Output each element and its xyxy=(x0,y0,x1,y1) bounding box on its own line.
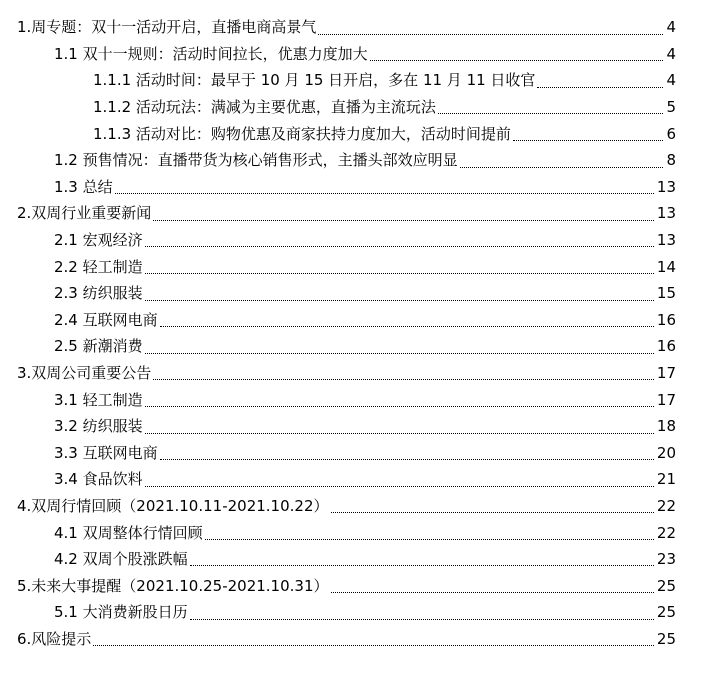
toc-dot-leader xyxy=(537,87,663,88)
toc-entry-page: 22 xyxy=(656,496,676,515)
toc-entry-title: 2.2 轻工制造 xyxy=(54,257,143,276)
toc-entry[interactable] xyxy=(0,253,702,280)
toc-entry-page: 14 xyxy=(656,257,676,276)
toc-entry-page: 4 xyxy=(666,71,676,90)
toc-entry-title: 4.双周行情回顾（2021.10.11-2021.10.22） xyxy=(17,496,329,515)
toc-dot-leader xyxy=(145,486,654,487)
toc-entry[interactable] xyxy=(0,386,702,413)
toc-entry[interactable] xyxy=(0,14,702,41)
toc-dot-leader xyxy=(115,193,654,194)
toc-entry[interactable] xyxy=(0,519,702,546)
toc-entry-title: 3.4 食品饮料 xyxy=(54,470,143,489)
toc-entry-page: 13 xyxy=(656,231,676,250)
toc-entry-title: 4.1 双周整体行情回顾 xyxy=(54,523,203,542)
toc-entry-title: 2.1 宏观经济 xyxy=(54,231,143,250)
toc-dot-leader xyxy=(331,512,654,513)
toc-dot-leader xyxy=(93,645,654,646)
toc-entry-page: 20 xyxy=(656,443,676,462)
table-of-contents xyxy=(0,14,702,652)
toc-dot-leader xyxy=(190,619,654,620)
toc-dot-leader xyxy=(205,539,654,540)
toc-entry-title: 3.2 纺织服装 xyxy=(54,417,143,436)
toc-entry-page: 21 xyxy=(656,470,676,489)
toc-entry-page: 25 xyxy=(656,629,676,648)
toc-entry[interactable] xyxy=(0,546,702,573)
toc-dot-leader xyxy=(153,379,654,380)
toc-entry-title: 5.未来大事提醒（2021.10.25-2021.10.31） xyxy=(17,576,329,595)
toc-dot-leader xyxy=(145,353,654,354)
toc-entry[interactable] xyxy=(0,360,702,387)
toc-entry-title: 2.5 新潮消费 xyxy=(54,337,143,356)
toc-entry-title: 2.4 互联网电商 xyxy=(54,310,158,329)
toc-entry[interactable] xyxy=(0,307,702,334)
toc-dot-leader xyxy=(145,406,654,407)
toc-entry[interactable] xyxy=(0,41,702,68)
toc-entry[interactable] xyxy=(0,466,702,493)
toc-entry-page: 13 xyxy=(656,204,676,223)
toc-dot-leader xyxy=(318,34,663,35)
toc-entry-page: 25 xyxy=(656,576,676,595)
toc-entry[interactable] xyxy=(0,493,702,520)
toc-entry-page: 8 xyxy=(666,151,676,170)
toc-entry-page: 16 xyxy=(656,310,676,329)
toc-entry-page: 25 xyxy=(656,603,676,622)
toc-entry[interactable] xyxy=(0,67,702,94)
toc-entry[interactable] xyxy=(0,440,702,467)
toc-entry-title: 1.1.2 活动玩法：满减为主要优惠，直播为主流玩法 xyxy=(93,98,436,117)
toc-entry-page: 18 xyxy=(656,417,676,436)
toc-entry-page: 5 xyxy=(666,98,676,117)
toc-entry-page: 16 xyxy=(656,337,676,356)
toc-entry-page: 17 xyxy=(656,390,676,409)
toc-entry-page: 15 xyxy=(656,284,676,303)
toc-dot-leader xyxy=(145,246,654,247)
toc-dot-leader xyxy=(145,300,654,301)
toc-entry[interactable] xyxy=(0,147,702,174)
toc-dot-leader xyxy=(370,60,664,61)
toc-dot-leader xyxy=(153,220,654,221)
toc-entry-title: 2.双周行业重要新闻 xyxy=(17,204,152,223)
toc-entry-title: 1.2 预售情况：直播带货为核心销售形式，主播头部效应明显 xyxy=(54,151,458,170)
toc-entry-page: 22 xyxy=(656,523,676,542)
toc-entry[interactable] xyxy=(0,626,702,653)
toc-dot-leader xyxy=(160,326,654,327)
toc-dot-leader xyxy=(460,167,664,168)
toc-entry-title: 1.1.1 活动时间：最早于 10 月 15 日开启，多在 11 月 11 日收官 xyxy=(93,71,536,90)
toc-entry[interactable] xyxy=(0,200,702,227)
toc-entry-title: 1.1 双十一规则：活动时间拉长，优惠力度加大 xyxy=(54,44,368,63)
toc-entry-title: 6.风险提示 xyxy=(17,629,92,648)
toc-dot-leader xyxy=(513,140,664,141)
toc-entry[interactable] xyxy=(0,174,702,201)
toc-entry-page: 4 xyxy=(666,44,676,63)
toc-dot-leader xyxy=(145,273,654,274)
toc-entry[interactable] xyxy=(0,413,702,440)
toc-entry-page: 4 xyxy=(666,18,676,37)
toc-entry-title: 3.3 互联网电商 xyxy=(54,443,158,462)
toc-entry-page: 6 xyxy=(666,124,676,143)
toc-entry-page: 23 xyxy=(656,550,676,569)
toc-entry-title: 1.1.3 活动对比：购物优惠及商家扶持力度加大，活动时间提前 xyxy=(93,124,511,143)
toc-entry[interactable] xyxy=(0,333,702,360)
toc-entry-page: 13 xyxy=(656,177,676,196)
toc-entry-title: 3.双周公司重要公告 xyxy=(17,364,152,383)
toc-entry[interactable] xyxy=(0,572,702,599)
toc-entry-title: 4.2 双周个股涨跌幅 xyxy=(54,550,188,569)
toc-dot-leader xyxy=(438,113,664,114)
toc-entry[interactable] xyxy=(0,94,702,121)
toc-entry-title: 2.3 纺织服装 xyxy=(54,284,143,303)
toc-entry[interactable] xyxy=(0,280,702,307)
toc-entry-title: 5.1 大消费新股日历 xyxy=(54,603,188,622)
toc-entry[interactable] xyxy=(0,120,702,147)
toc-entry[interactable] xyxy=(0,227,702,254)
toc-entry-title: 3.1 轻工制造 xyxy=(54,390,143,409)
toc-dot-leader xyxy=(190,565,654,566)
toc-entry-title: 1.3 总结 xyxy=(54,177,113,196)
toc-entry-title: 1.周专题：双十一活动开启，直播电商高景气 xyxy=(17,18,317,37)
toc-entry[interactable] xyxy=(0,599,702,626)
toc-entry-page: 17 xyxy=(656,364,676,383)
toc-dot-leader xyxy=(331,592,654,593)
toc-dot-leader xyxy=(145,433,654,434)
toc-dot-leader xyxy=(160,459,654,460)
